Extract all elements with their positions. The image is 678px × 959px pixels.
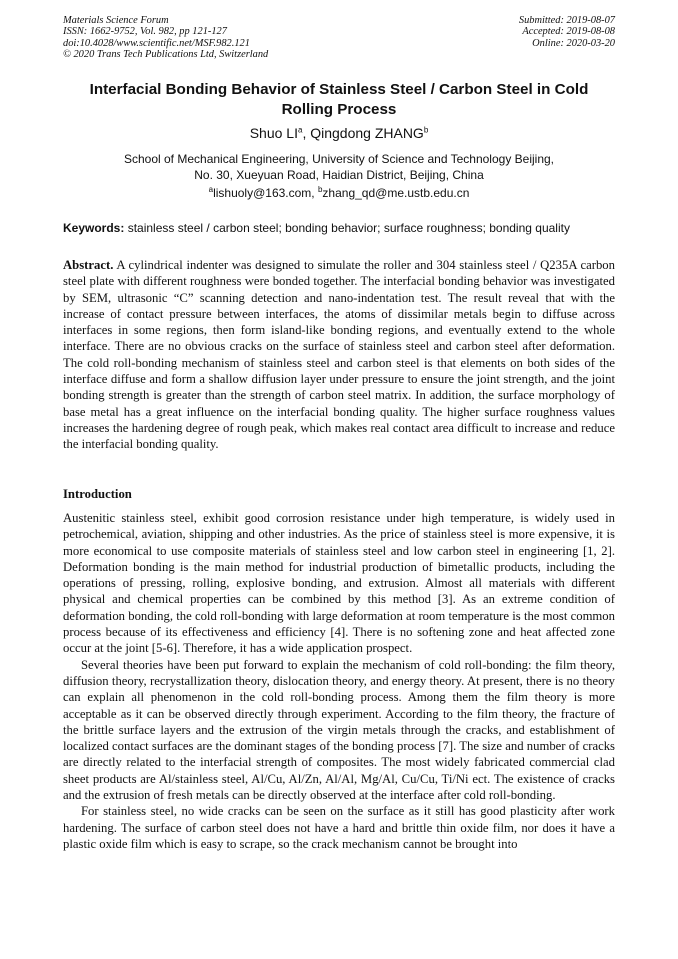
affiliation [63,151,615,183]
section-heading-introduction: Introduction [63,487,132,501]
submission-dates [519,15,615,49]
journal-info [63,15,268,61]
affiliation-line: School of Mechanical Engineering, University of Science and Technology Beijing, [123,152,555,166]
paragraph: Several theories have been put forward to explain the mechanism of cold roll-bonding: the film theory, diffusion theory, recrystallization theory, dislocation theory, and energy theory. At present, there is no theory can explain all phenomenon in the cold roll-bonding process. Among them the film theory is more acceptable as it can be observed directly through experiment. According to the film theory, the fracture of the brittle surface layers and the extrusion of the virgin metals through the cracks, and establishment of localized contact surfaces are the dominant stages of the bonding process [7]. The size and number of cracks are directly related to the interfacial strength of composites. The most widely fabricated commercial clad sheet products are Al/stainless steel, Al/Cu, Al/Zn, Al/Al, Mg/Al, Cu/Cu, Ti/Ni ect. The existence of cracks and the extrusion of fresh metals can be directly observed at the interface after cold roll-bonding. [63,657,615,803]
paragraph: For stainless steel, no wide cracks can be seen on the surface as it still has good plasticity after work hardening. The surface of carbon steel does not have a hard and brittle thin oxide film, nor does it have a plastic oxide film which is easy to scrape, so the crack mechanism cannot be brought into [63,804,615,851]
introduction-body [63,510,615,852]
email-link[interactable]: lishuoly@163.com, [213,186,318,200]
email-superscript: a [208,185,214,194]
journal-copyright: © 2020 Trans Tech Publications Ltd, Switzerland [63,49,269,61]
date-accepted: Accepted: 2019-08-08 [522,26,615,38]
author-emails [63,186,615,200]
paper-title: Interfacial Bonding Behavior of Stainless Steel / Carbon Steel in Cold Rolling Process [89,81,589,118]
abstract-text: A cylindrical indenter was designed to simulate the roller and 304 stainless steel / Q235A carbon steel plate with different roughness were bonded together. The interfacial bonding behavior was investigated by SEM, ultrasonic “C” scanning detection and nano-indentation test. The result reveal that with the increase of contact pressure between interfaces, the atoms of dissimilar metals begin to diffuse across interfaces in some regions, then form island-like bonding regions, and eventually extend to the whole interface. There are no obvious cracks on the surface of stainless steel and carbon steel after deformation. The cold roll-bonding mechanism of stainless steel and carbon steel is that elements on both sides of the interface diffuse and form a shallow diffusion layer under pressure to ensure the joint strength, and the joint bonding strength is greater than the strength of carbon steel matrix. In addition, the surface morphology of base metal has a great influence on the interfacial bonding quality. The higher surface roughness values increases the hardening degree of rough peak, which makes real contact area difficult to increase and reduce the interfacial bonding quality. [63,258,615,452]
keywords-text: stainless steel / carbon steel; bonding behavior; surface roughness; bonding quality [124,221,570,235]
keywords-label: Keywords: [63,221,125,235]
date-submitted: Submitted: 2019-08-07 [518,15,615,26]
journal-name: Materials Science Forum [63,15,169,26]
abstract [63,257,615,453]
author-name: Shuo LI [249,125,298,141]
author-list [63,125,615,141]
abstract-label: Abstract. [63,258,114,272]
journal-doi[interactable]: doi:10.4028/www.scientific.net/MSF.982.121 [63,37,250,49]
author-superscript: b [423,125,429,135]
keywords [63,221,618,235]
email-superscript: b [317,185,323,194]
paragraph: Austenitic stainless steel, exhibit good corrosion resistance under high temperature, is widely used in petrochemical, aviation, shipping and other industries. As the price of stainless steel is more expensive, it is more economical to use composite materials of stainless steel and low carbon steel in engineering [1, 2]. Deformation bonding is the main method for industrial production of bimetallic products, including the operations of pressing, rolling, explosive bonding, and extrusion. Almost all materials with different physical and chemical properties can be combined by this method [3]. As an extreme condition of deformation bonding, the cold roll-bonding with large deformation at room temperature is the most common process because of its effectiveness and efficiency [4]. There is no softening zone and heat affected zone occur at the joint [5-6]. Therefore, it has a wide application prospect. [63,511,615,656]
affiliation-line: No. 30, Xueyuan Road, Haidian District, Beijing, China [194,168,484,182]
journal-issn: ISSN: 1662-9752, Vol. 982, pp 121-127 [63,26,227,38]
email-link[interactable]: zhang_qd@me.ustb.edu.cn [322,186,470,200]
date-online: Online: 2020-03-20 [532,37,615,49]
author-superscript: a [297,125,303,135]
author-name: Qingdong ZHANG [310,125,424,141]
author-separator: , [302,125,311,141]
